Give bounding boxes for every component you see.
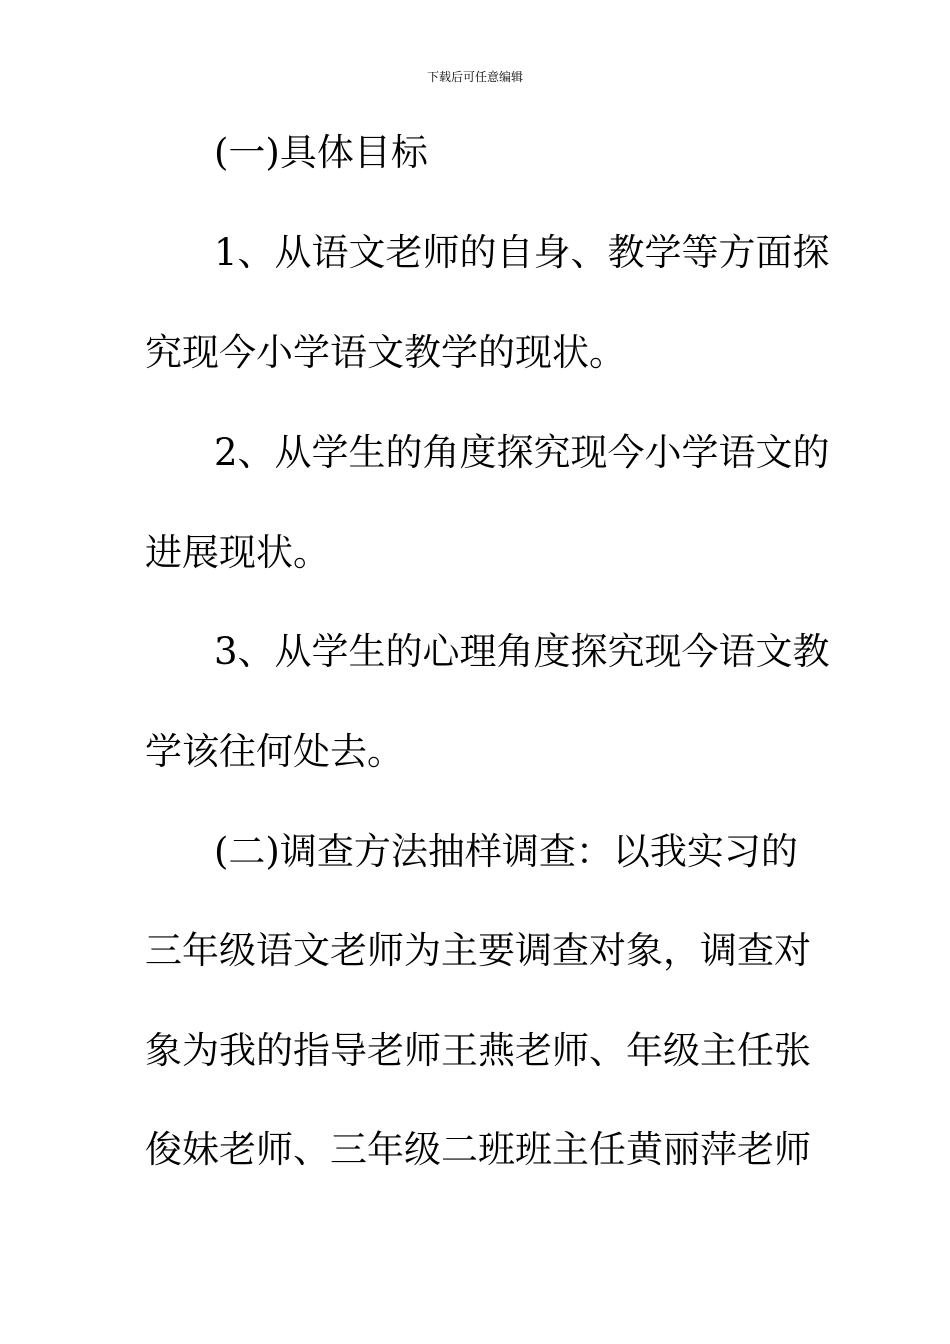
paragraph-line: 进展现状。: [145, 531, 330, 574]
paragraph-line: 3、从学生的心理角度探究现今语文教: [214, 630, 830, 673]
paragraph-line: 三年级语文老师为主要调查对象，调查对: [145, 929, 811, 972]
paragraph-line: 象为我的指导老师王燕老师、年级主任张: [145, 1029, 811, 1072]
page-header: 下载后可任意编辑: [426, 70, 523, 84]
paragraph-line: 1、从语文老师的自身、教学等方面探: [214, 231, 830, 274]
paragraph-line: 学该往何处去。: [145, 730, 404, 773]
paragraph-line: 俊妹老师、三年级二班班主任黄丽萍老师: [145, 1128, 811, 1171]
paragraph-line: 究现今小学语文教学的现状。: [145, 331, 626, 374]
paragraph-line: 2、从学生的角度探究现今小学语文的: [214, 431, 830, 474]
section-heading-method: (二)调查方法抽样调查：以我实习的: [214, 830, 798, 873]
section-heading-goals: (一)具体目标: [214, 131, 428, 174]
